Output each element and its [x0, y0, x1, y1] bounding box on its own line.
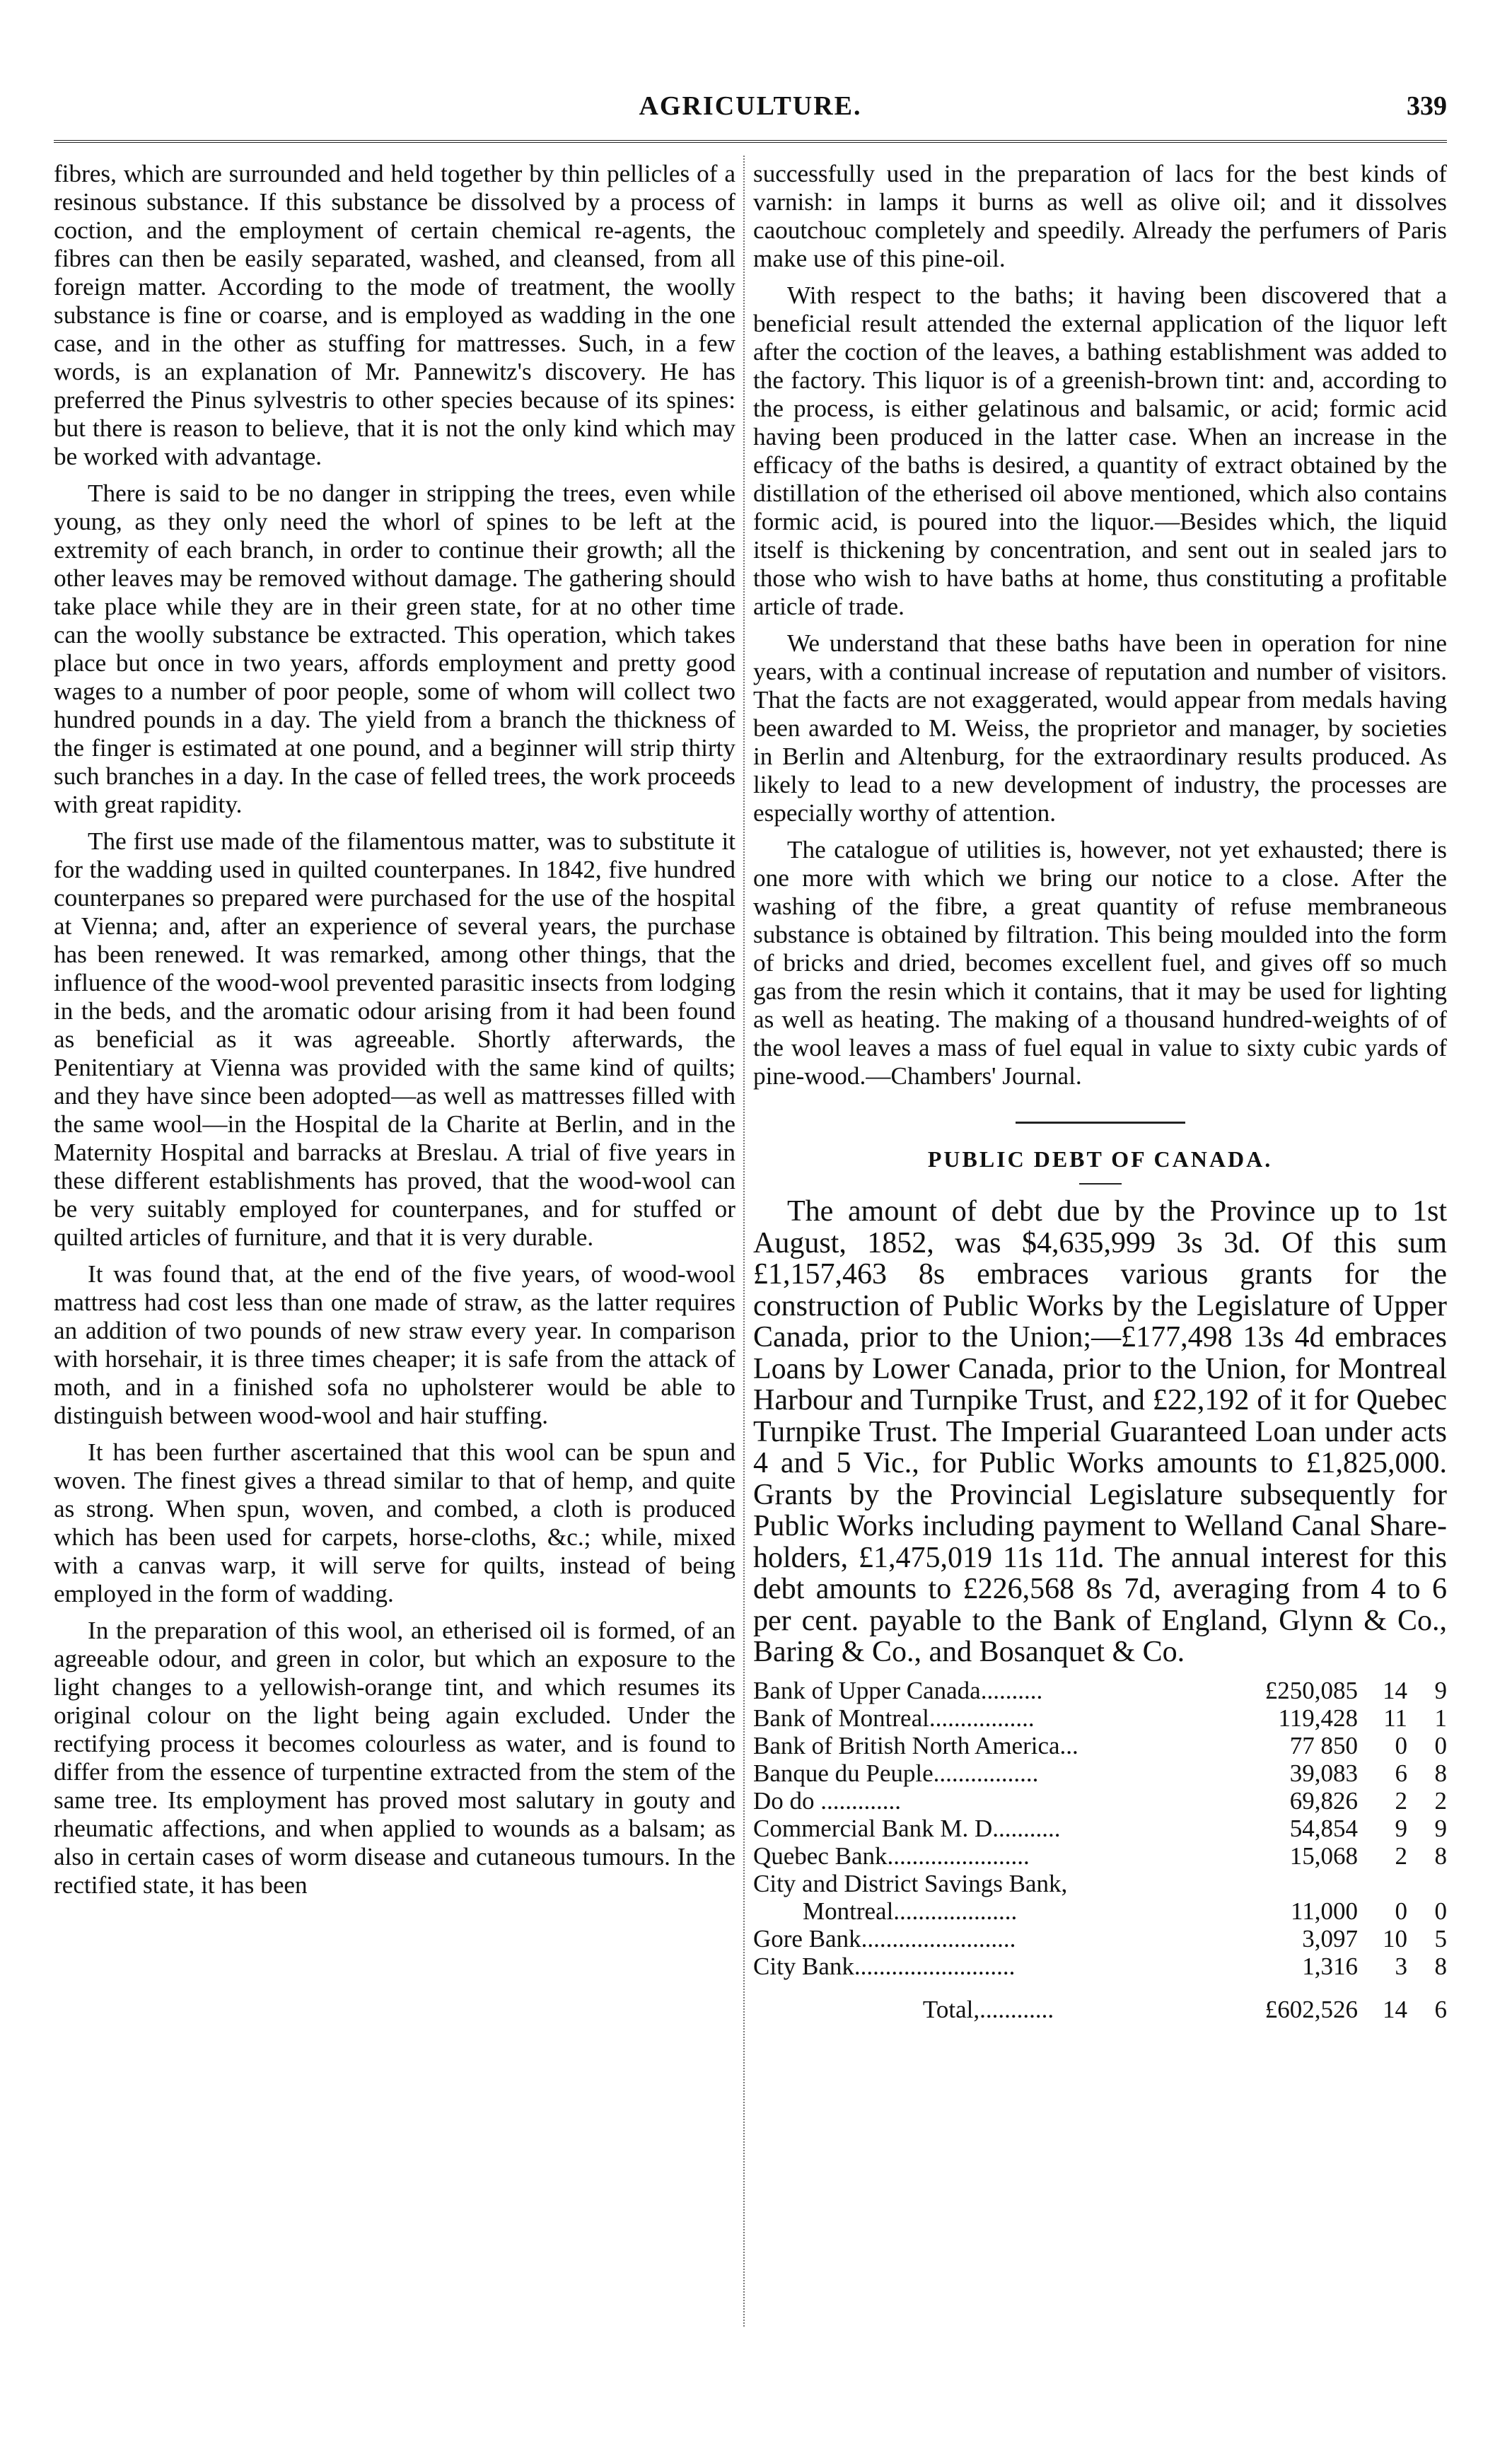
pounds-cell: 77 850 — [1289, 1731, 1358, 1759]
pounds-cell: 11,000 — [1291, 1897, 1358, 1925]
pounds-cell: 15,068 — [1289, 1841, 1358, 1870]
pence-cell: 0 — [1434, 1731, 1447, 1759]
pounds-cell: 1,316 — [1302, 1952, 1358, 1980]
shillings-cell: 14 — [1383, 1676, 1407, 1704]
pence-cell: 8 — [1434, 1759, 1447, 1787]
bank-name-cell — [753, 1953, 1223, 1980]
shillings-cell: 2 — [1395, 1841, 1407, 1870]
canada-debt-paragraph: The amount of debt due by the Province up to 1st August, 1852, was $4,635,999 3s 3d. Of this sum £1,157,463 8s embraces various grants for the construction of Public Works by the Legislature of Upper Canada, prior to the Union;—£177,498 13s 4d embraces Loans by Lower Canada, prior to the Union, for Montreal Harbour and Turnpike Trust, and £22,192 of it for Quebec Turnpike Trust. The Imperial Guaranteed Loan under acts 4 and 5 Vic., for Public Works amounts to £1,825,000. Grants by the Provincial Legislature subsequently for Public Works including payment to Welland Canal Share-holders, £1,475,019 11s 11d. The annual interest for this debt amounts to £226,568 8s 7d, averaging from 4 to 6 per cent. payable to the Bank of England, Glynn & Co., Baring & Co., and Bosanquet & Co. — [753, 1195, 1447, 1668]
table-row — [753, 1870, 1447, 1897]
bank-name-cell — [753, 1759, 1223, 1787]
bank-name: Bank of Upper Canada.......... — [753, 1676, 1043, 1704]
section-rule — [1016, 1122, 1185, 1124]
section-title-underline — [1079, 1183, 1122, 1185]
right-paragraph-4: The catalogue of utilities is, however, not yet exhausted; there is one more with which we bring our notice to a close. After the washing of the fibre, a great quantity of refuse membraneous substance is obtained by filtration. This being moulded into the form of bricks and dried, becomes excellent fuel, and gives off so much gas from the resin which it contains, that it may be used for lighting as well as heating. The making of a thousand hundred-weights of of the wool leaves a mass of fuel equal in value to sixty cubic yards of pine-wood.—Chambers' Journal. — [753, 836, 1447, 1090]
table-row — [753, 1677, 1447, 1704]
table-row — [753, 1897, 1447, 1925]
shillings-cell: 3 — [1395, 1952, 1407, 1980]
total-pounds: £602,526 — [1264, 1995, 1358, 2023]
right-column — [753, 160, 1447, 2023]
shillings-cell: 0 — [1395, 1731, 1407, 1759]
pence-cell: 8 — [1434, 1952, 1447, 1980]
shillings-cell: 2 — [1395, 1786, 1407, 1815]
pence-cell: 1 — [1434, 1704, 1447, 1732]
right-paragraph-2: With respect to the baths; it having been discovered that a beneficial result attended the external application of the liquor left after the coction of the leaves, a bathing establishment was added to the factory. This liquor is of a greenish-brown tint: and, according to the process, is either gelatinous and balsamic, or acid; formic acid having been produced in the latter case. When an increase in the efficacy of the baths is desired, a quantity of extract obtained by the distillation of the etherised oil above mentioned, which also contains formic acid, is poured into the liquor.—Besides which, the liquid itself is thickening by concentration, and sent out in sealed jars to those who wish to have baths at home, thus constituting a profitable article of trade. — [753, 281, 1447, 620]
section-title: PUBLIC DEBT OF CANADA. — [927, 1146, 1273, 1172]
bank-name: City Bank.......................... — [753, 1952, 1016, 1980]
pence-cell: 9 — [1434, 1676, 1447, 1704]
bank-name: Do do ............. — [753, 1786, 902, 1815]
bank-name-cell — [753, 1842, 1223, 1870]
shillings-cell — [1358, 1870, 1407, 1897]
bank-name: Banque du Peuple................. — [753, 1759, 1039, 1787]
table-row — [753, 1815, 1447, 1842]
total-pence: 6 — [1434, 1995, 1447, 2023]
bank-name-cell — [753, 1815, 1223, 1842]
pounds-cell: 3,097 — [1302, 1924, 1358, 1953]
pence-cell: 2 — [1434, 1786, 1447, 1815]
bank-name: City and District Savings Bank, — [753, 1869, 1068, 1897]
bank-name-cell — [753, 1897, 1223, 1925]
bank-name-cell — [753, 1870, 1223, 1897]
pounds-cell: 119,428 — [1278, 1704, 1358, 1732]
left-paragraph-4: It was found that, at the end of the five years, of wood-wool mattress had cost less than one made of straw, as the latter requires an addition of two pounds of new straw every year. In comparison with horsehair, it is three times cheaper; it is safe from the attack of moth, and in a finished sofa no upholsterer would be able to distinguish between wood-wool and hair stuffing. — [54, 1260, 735, 1429]
pounds-cell: 54,854 — [1289, 1814, 1358, 1842]
bank-name-cell — [753, 1677, 1223, 1704]
left-column — [54, 160, 735, 1899]
shillings-cell: 0 — [1395, 1897, 1407, 1925]
table-row — [753, 1953, 1447, 1980]
bank-name-cell — [753, 1732, 1223, 1759]
bank-name-cell — [753, 1787, 1223, 1815]
left-paragraph-6: In the preparation of this wool, an etherised oil is formed, of an agreeable odour, and green in color, but which an exposure to the light changes to a yellowish-orange tint, and which resumes its original colour on the light being again excluded. Under the rectifying process it becomes colourless as water, and is found to differ from the essence of turpentine extracted from the stem of the same tree. Its employment has proved most salutary in gouty and rheumatic affections, and when applied to wounds as a balsam; as also in certain cases of worm disease and cutaneous tumours. In the rectified state, it has been — [54, 1617, 735, 1899]
bank-name: Bank of British North America... — [753, 1731, 1078, 1759]
table-row — [753, 1925, 1447, 1953]
pence-cell: 0 — [1434, 1897, 1447, 1925]
pounds-cell — [1223, 1870, 1358, 1897]
pence-cell — [1407, 1870, 1447, 1897]
total-shillings: 14 — [1383, 1995, 1407, 2023]
debt-table-body — [753, 1677, 1447, 2023]
shillings-cell: 6 — [1395, 1759, 1407, 1787]
table-row — [753, 1704, 1447, 1732]
header-rule — [54, 140, 1447, 143]
bank-name-cell — [753, 1925, 1223, 1953]
page-header — [54, 91, 1447, 140]
right-paragraph-3: We understand that these baths have been in operation for nine years, with a continual increase of reputation and number of visitors. That the facts are not exaggerated, would appear from medals having been awarded to M. Weiss, the proprietor and manager, by societies in Berlin and Altenburg, for the extraordinary results produced. As likely to lead to a new development of industry, the processes are especially worthy of attention. — [753, 629, 1447, 827]
debt-table — [753, 1677, 1447, 2023]
table-row — [753, 1787, 1447, 1815]
table-row — [753, 1842, 1447, 1870]
left-paragraph-2: There is said to be no danger in stripping the trees, even while young, as they only need the whorl of spines to be left at the extremity of each branch, in order to continue their growth; all the other leaves may be removed without damage. The gathering should take place while they are in their green state, for at no other time can the woolly substance be extracted. This operation, which takes place but once in two years, affords employment and pretty good wages to a number of poor people, some of whom will collect two hundred pounds in a day. The yield from a branch the thickness of the finger is estimated at one pound, and a beginner will strip thirty such branches in a day. In the case of felled trees, the work proceeds with great rapidity. — [54, 479, 735, 818]
bank-name: Gore Bank......................... — [753, 1924, 1016, 1953]
bank-name: Bank of Montreal................. — [753, 1704, 1035, 1732]
left-paragraph-3: The first use made of the filamentous matter, was to substitute it for the wadding used in quilted counterpanes. In 1842, five hundred counterpanes so prepared were purchased for the use of the hospital at Vienna; and, after an experience of several years, the purchase has been renewed. It was remarked, among other things, that the influence of the wood-wool prevented parasitic insects from lodging in the beds, and the aromatic odour arising from it had been found as beneficial as it was agreeable. Shortly afterwards, the Penitentiary at Vienna was provided with the same kind of quilts; and they have since been adopted—as well as mattresses filled with the same wool—in the Hospital de la Charite at Berlin, and in the Maternity Hospital and barracks at Breslau. A trial of five years in these different establishments has proved, that the wood-wool can be very suitably employed for counterpanes, and for stuffed or quilted articles of furniture, and that it is very durable. — [54, 827, 735, 1251]
bank-name: Commercial Bank M. D........... — [753, 1814, 1061, 1842]
bank-name: Montreal.................... — [803, 1897, 1018, 1925]
column-divider — [743, 156, 745, 2327]
pounds-cell: 69,826 — [1289, 1786, 1358, 1815]
total-row — [753, 1980, 1447, 2023]
bank-name-cell — [753, 1704, 1223, 1732]
table-row — [753, 1759, 1447, 1787]
pence-cell: 8 — [1434, 1841, 1447, 1870]
left-paragraph-1: fibres, which are surrounded and held together by thin pellicles of a resinous substance. If this substance be dissolved by a process of coction, and the employment of certain chemical re-agents, the fibres can then be easily separated, washed, and cleansed, from all foreign matter. According to the mode of treatment, the woolly substance is fine or coarse, and is employed as wadding in the one case, and in the other as stuffing for mattresses. Such, in a few words, is an explanation of Mr. Pannewitz's discovery. He has preferred the Pinus sylvestris to other species because of its spines: but there is reason to believe, that it is not the only kind which may be worked with advantage. — [54, 160, 735, 470]
right-paragraph-1: successfully used in the preparation of lacs for the best kinds of varnish: in lamps it burns as well as olive oil; and it dissolves caoutchouc completely and speedily. Already the perfumers of Paris make use of this pine-oil. — [753, 160, 1447, 272]
pence-cell: 9 — [1434, 1814, 1447, 1842]
total-label: Total,............ — [922, 1995, 1054, 2023]
pounds-cell: 39,083 — [1289, 1759, 1358, 1787]
shillings-cell: 11 — [1383, 1704, 1407, 1732]
shillings-cell: 10 — [1383, 1924, 1407, 1953]
pence-cell: 5 — [1434, 1924, 1447, 1953]
shillings-cell: 9 — [1395, 1814, 1407, 1842]
left-paragraph-5: It has been further ascertained that this wool can be spun and woven. The finest gives a thread similar to that of hemp, and quite as strong. When spun, woven, and combed, a cloth is produced which has been used for carpets, horse-cloths, &c.; while, mixed with a canvas warp, it will serve for quilts, instead of being employed in the form of wadding. — [54, 1438, 735, 1607]
table-row — [753, 1732, 1447, 1759]
page-number: 339 — [1407, 91, 1447, 121]
bank-name: Quebec Bank....................... — [753, 1841, 1030, 1870]
running-title: AGRICULTURE. — [639, 91, 862, 121]
pounds-cell: £250,085 — [1264, 1676, 1358, 1704]
